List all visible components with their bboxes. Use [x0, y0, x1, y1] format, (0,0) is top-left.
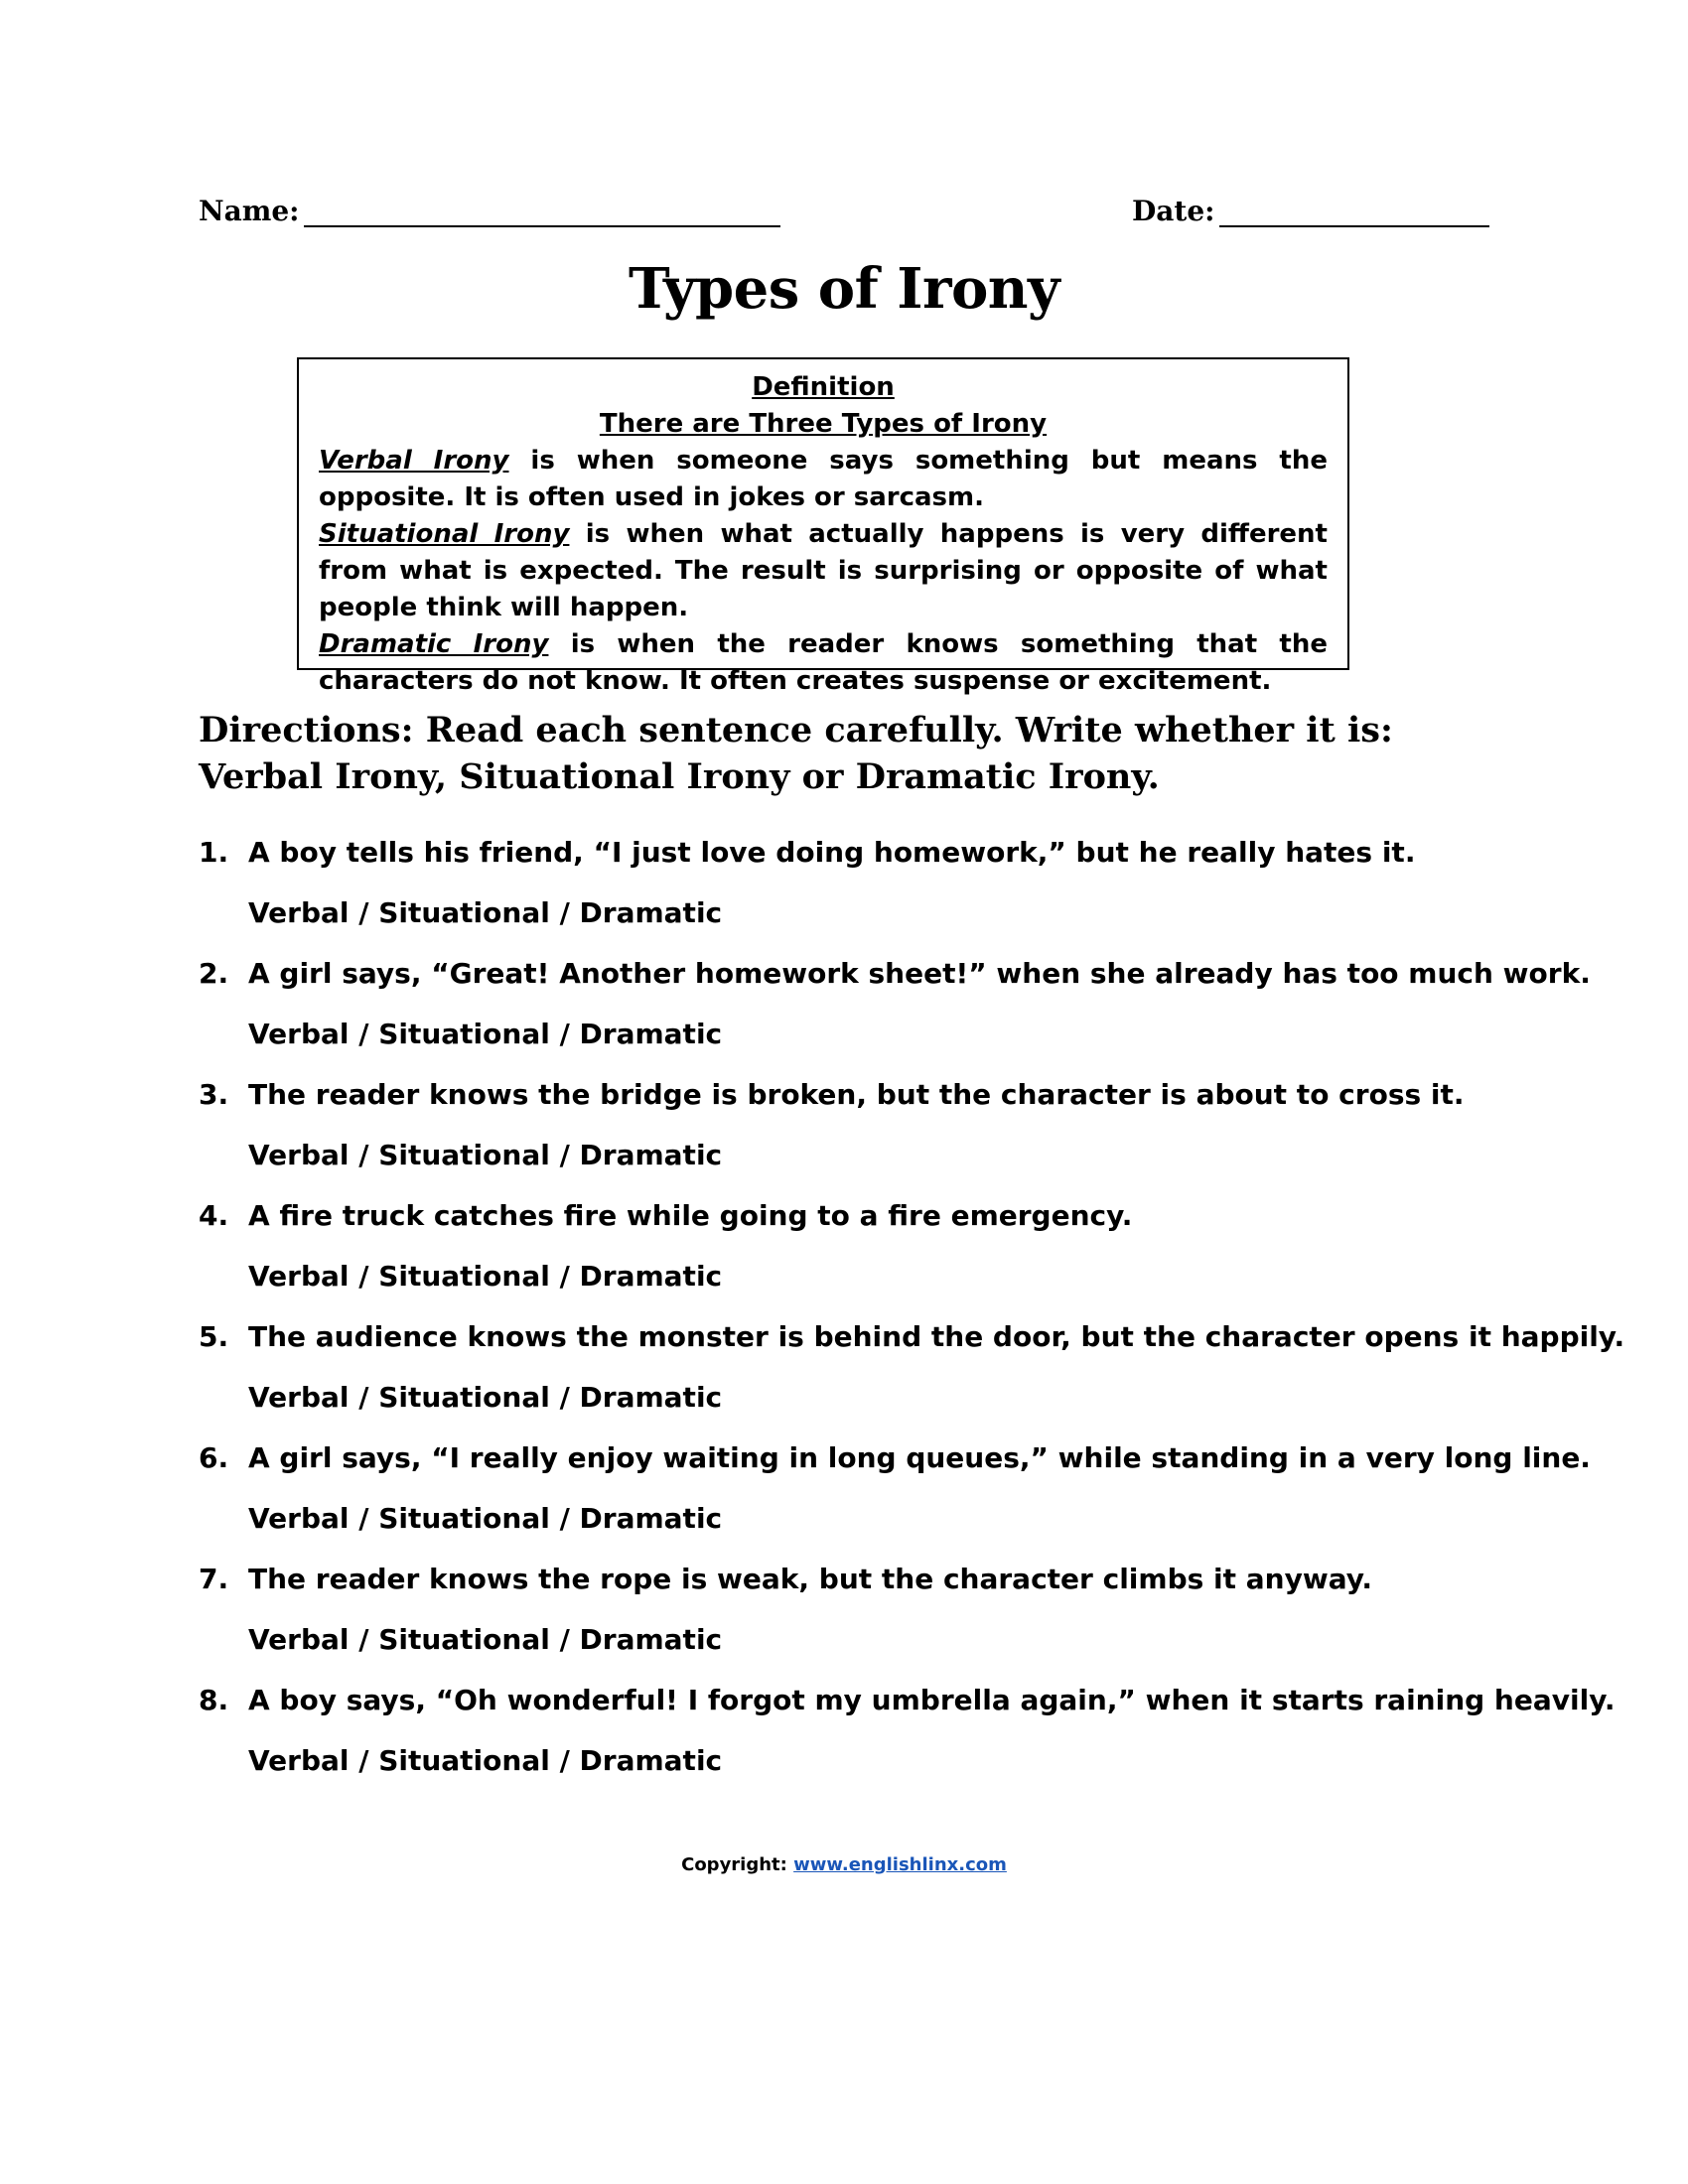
- answer-options[interactable]: Verbal / Situational / Dramatic: [248, 1381, 723, 1414]
- worksheet-header: [199, 195, 1479, 238]
- question-item: [199, 1441, 1591, 1563]
- question-list: [199, 836, 1625, 1805]
- question-number: 8.: [199, 1684, 229, 1716]
- definition-heading: Definition: [752, 372, 895, 402]
- definition-text: is when someone says something but means the opposite. It is often used in jokes or sarcasm.: [319, 446, 1329, 512]
- copyright-label: Copyright:: [681, 1854, 794, 1875]
- question-item: [199, 836, 1489, 957]
- question-text: The reader knows the bridge is broken, but the character is about to cross it.: [248, 1078, 1465, 1111]
- question-number: 5.: [199, 1320, 229, 1353]
- definition-text: is when what actually happens is very different from what is expected. The result is surprising or opposite of what people think will happen.: [319, 519, 1328, 622]
- question-number: 7.: [199, 1563, 229, 1595]
- definition-box: [297, 357, 1349, 696]
- definition-text: is when the reader knows something that the characters do not know. It often creates suspense or excitement.: [319, 629, 1328, 696]
- definition-entry-situational: [319, 516, 1328, 626]
- definition-term: Situational Irony: [319, 519, 570, 549]
- question-text: A boy tells his friend, “I just love doing homework,” but he really hates it.: [248, 836, 1416, 869]
- answer-options[interactable]: Verbal / Situational / Dramatic: [248, 1018, 723, 1050]
- worksheet-title: Types of Irony: [628, 256, 1060, 322]
- website-link[interactable]: www.englishlinx.com: [793, 1854, 1007, 1875]
- name-blank-line[interactable]: [304, 196, 780, 227]
- answer-options[interactable]: Verbal / Situational / Dramatic: [248, 896, 723, 929]
- definition-term: Verbal Irony: [319, 446, 509, 476]
- question-number: 1.: [199, 836, 229, 869]
- question-item: [199, 1563, 1489, 1684]
- name-label: Name:: [199, 195, 300, 227]
- name-field: [199, 195, 780, 227]
- question-number: 2.: [199, 957, 229, 990]
- question-number: 3.: [199, 1078, 229, 1111]
- question-item: [199, 1199, 1489, 1320]
- copyright-footer: [0, 1854, 1688, 1875]
- date-label: Date:: [1132, 195, 1215, 227]
- question-item: [199, 1320, 1625, 1441]
- definition-subheading: There are Three Types of Irony: [599, 409, 1048, 439]
- question-item: [199, 957, 1591, 1078]
- answer-options[interactable]: Verbal / Situational / Dramatic: [248, 1139, 723, 1171]
- answer-options[interactable]: Verbal / Situational / Dramatic: [248, 1502, 723, 1535]
- answer-options[interactable]: Verbal / Situational / Dramatic: [248, 1744, 723, 1777]
- definition-entry-dramatic: [319, 626, 1328, 700]
- question-number: 6.: [199, 1441, 229, 1474]
- question-text: A fire truck catches fire while going to a fire emergency.: [248, 1199, 1133, 1232]
- question-text: A girl says, “Great! Another homework sheet!” when she already has too much work.: [248, 957, 1591, 990]
- date-blank-line[interactable]: [1219, 196, 1489, 227]
- question-item: [199, 1078, 1489, 1199]
- answer-options[interactable]: Verbal / Situational / Dramatic: [248, 1623, 723, 1656]
- question-item: [199, 1684, 1616, 1805]
- question-text: A girl says, “I really enjoy waiting in long queues,” while standing in a very long line.: [248, 1441, 1591, 1474]
- question-text: A boy says, “Oh wonderful! I forgot my umbrella again,” when it starts raining heavily.: [248, 1684, 1616, 1716]
- answer-options[interactable]: Verbal / Situational / Dramatic: [248, 1260, 723, 1293]
- question-text: The reader knows the rope is weak, but the character climbs it anyway.: [248, 1563, 1373, 1595]
- question-number: 4.: [199, 1199, 229, 1232]
- question-text: The audience knows the monster is behind the door, but the character opens it happily.: [248, 1320, 1625, 1353]
- definition-entry-verbal: [319, 443, 1328, 516]
- definition-term: Dramatic Irony: [319, 629, 549, 659]
- date-field: [1132, 195, 1489, 227]
- directions-text: Directions: Read each sentence carefully. Write whether it is: Verbal Irony, Situational Irony or Dramatic Irony.: [199, 710, 1393, 797]
